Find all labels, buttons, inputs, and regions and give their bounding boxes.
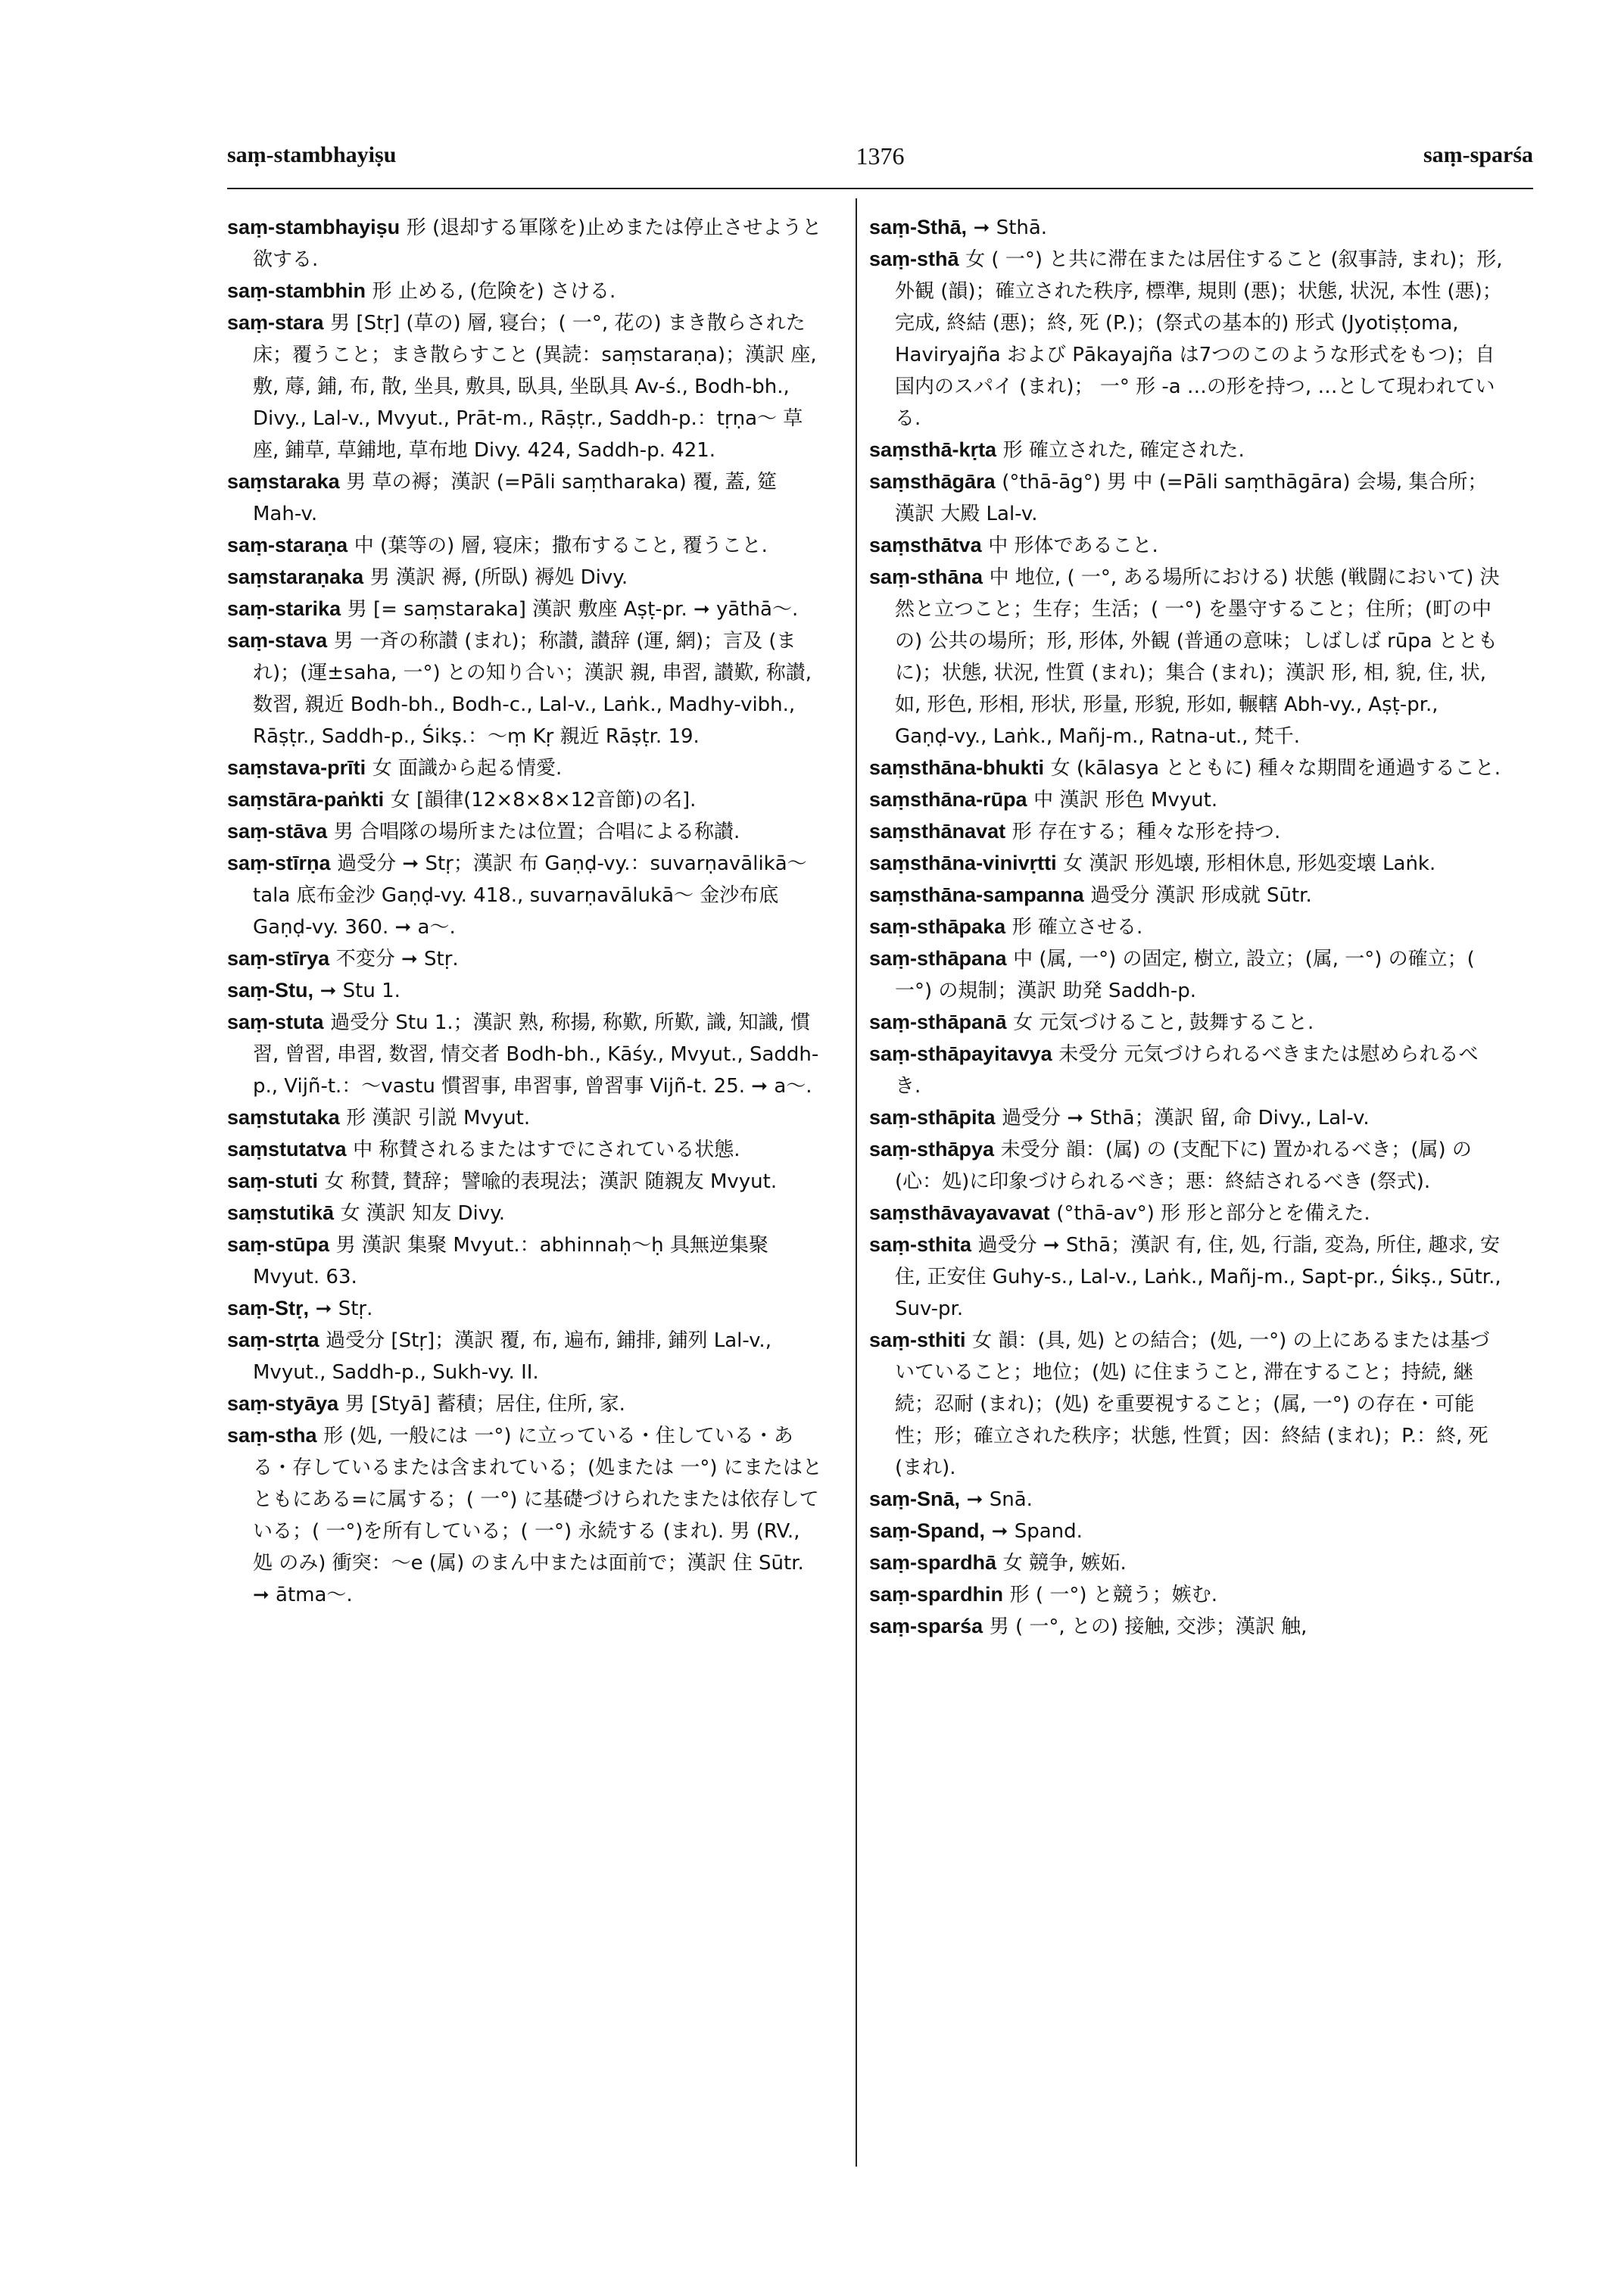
left-column xyxy=(227,212,825,1611)
dictionary-entry xyxy=(227,594,825,625)
definition: 過受分 Stu 1.；漢訳 熟, 称揚, 称歎, 所歎, 識, 知識, 慣習, 曾習, 串習, 数習, 情交者 Bodh-bh., Kāśy., Mvyut., Saddh-p., Vijñ-t.：～vastu 慣習事, 串習事, 曾習事 Vijñ-t. 25. ➞ a～. xyxy=(253,1011,819,1098)
dictionary-entry xyxy=(869,530,1504,562)
dictionary-entry xyxy=(227,1102,825,1134)
dictionary-entry xyxy=(869,943,1504,1007)
definition: 女 韻：(具, 処) との結合；(処, 一°) の上にあるまたは基づいていること；地位；(処) に住まうこと, 滞在すること；持続, 継続；忍耐 (まれ)；(処) を重要視すること；(属, 一°) の存在・可能性；形；確立された秩序；状態, 性質；因：終結 (まれ)；P.：終, 死 (まれ). xyxy=(895,1329,1490,1479)
headword: saṃ-Snā, xyxy=(869,1488,961,1510)
definition: 女 (kālasya とともに) 種々な期間を通過すること. xyxy=(1050,757,1501,780)
dictionary-entry xyxy=(869,1102,1504,1134)
dictionary-entry xyxy=(869,784,1504,816)
definition: ➞ Snā. xyxy=(966,1488,1033,1511)
definition: 女 [韻律(12×8×8×12音節)の名]. xyxy=(390,789,697,812)
headword: saṃ-stara xyxy=(227,311,324,334)
headword: saṃ-staraṇa xyxy=(227,534,348,556)
headword: saṃ-sthāna xyxy=(869,565,983,588)
dictionary-entry xyxy=(869,1007,1504,1039)
dictionary-entry xyxy=(227,1229,825,1293)
dictionary-entry xyxy=(869,880,1504,911)
dictionary-entry xyxy=(869,1611,1504,1643)
headword: saṃ-sthāpanā xyxy=(869,1011,1007,1033)
dictionary-entry xyxy=(227,975,825,1007)
headword: saṃ-stava xyxy=(227,629,328,652)
definition: 女 ( 一°) と共に滞在または居住すること (叙事詩, まれ)；形, 外観 (韻)；確立された秩序, 標準, 規則 (悪)；状態, 状況, 本性 (悪)；完成, 終結 (悪)；終, 死 (P.)；(祭式の基本的) 形式 (Jyotiṣṭoma, Haviryajña および Pākayajña は7つのこのような形式をもつ)；自国内のスパイ (まれ)； 一° 形 -a …の形を持つ, …として現われている. xyxy=(895,248,1503,430)
headword: saṃstutaka xyxy=(227,1106,340,1129)
dictionary-entry xyxy=(869,1325,1504,1484)
definition: 過受分 ➞ Sthā；漢訳 有, 住, 処, 行詣, 変為, 所住, 趣求, 安住, 正安住 Guhy-s., Lal-v., Laṅk., Mañj-m., Sapt-pr., Śikṣ., Sūtr., Suv-pr. xyxy=(895,1234,1501,1320)
dictionary-entry xyxy=(869,911,1504,943)
definition: 中 形体であること. xyxy=(988,534,1158,557)
definition: 男 草の褥；漢訳 (=Pāli saṃtharaka) 覆, 蓋, 筵 Mah-v. xyxy=(253,471,778,525)
dictionary-entry xyxy=(869,1547,1504,1579)
headword: saṃsthāna-bhukti xyxy=(869,756,1045,779)
definition: 女 漢訳 知友 Divy. xyxy=(340,1202,506,1225)
definition: 形 確立させる. xyxy=(1011,916,1143,939)
headword: saṃsthānavat xyxy=(869,820,1006,843)
definition: 形 ( 一°) と競う；嫉む. xyxy=(1009,1584,1217,1606)
definition: 男 [Styā] 蓄積；居住, 住所, 家. xyxy=(344,1393,625,1416)
definition: 男 一斉の称讃 (まれ)；称讃, 讃辞 (運, 網)；言及 (まれ)；(運±saha, 一°) との知り合い；漢訳 親, 串習, 讃歎, 称讃, 数習, 親近 Bodh-bh., Bodh-c., Lal-v., Laṅk., Madhy-vibh., Rāṣṭr., Saddh-p., Śikṣ.：～ṃ Kṛ 親近 Rāṣṭr. 19. xyxy=(253,630,812,748)
definition: 形 止める, (危険を) さける. xyxy=(372,280,616,303)
headword: saṃ-sthāpayitavya xyxy=(869,1042,1052,1065)
definition: 女 称賛, 賛辞；譬喩的表現法；漢訳 随親友 Mvyut. xyxy=(324,1170,778,1193)
headword: saṃsthāna-sampanna xyxy=(869,883,1084,906)
headword: saṃ-stambhin xyxy=(227,279,366,302)
definition: 中 漢訳 形色 Mvyut. xyxy=(1033,789,1218,812)
headword: saṃ-sparśa xyxy=(869,1615,983,1637)
headword: saṃstutatva xyxy=(227,1138,347,1161)
dictionary-entry xyxy=(869,244,1504,435)
headword: saṃsthāgāra xyxy=(869,470,996,493)
definition: 男 [Stṛ] (草の) 層, 寝台；( 一°, 花の) まき散らされた床；覆うこと；まき散らすこと (異読：saṃstaraṇa)；漢訳 座, 敷, 蓐, 鋪, 布, 散, 坐具, 敷具, 臥具, 坐臥具 Av-ś., Bodh-bh., Divy., Lal-v., Mvyut., Prāt-m., Rāṣṭr., Saddh-p.：tṛṇa～ 草座, 鋪草, 草鋪地, 草布地 Divy. 424, Saddh-p. 421. xyxy=(253,312,817,462)
headword: saṃ-styāya xyxy=(227,1392,339,1415)
definition: 形 存在する；種々な形を持つ. xyxy=(1011,821,1281,843)
dictionary-entry xyxy=(869,1484,1504,1516)
definition: 過受分 [Stṛ]；漢訳 覆, 布, 遍布, 鋪排, 鋪列 Lal-v., Mvyut., Saddh-p., Sukh-vy. II. xyxy=(253,1329,771,1384)
dictionary-entry xyxy=(227,1293,825,1325)
definition: (°thā-av°) 形 形と部分とを備えた. xyxy=(1056,1202,1370,1225)
definition: 中 (属, 一°) の固定, 樹立, 設立；(属, 一°) の確立；( 一°) の規制；漢訳 助発 Saddh-p. xyxy=(895,948,1475,1002)
definition: 不変分 ➞ Stṛ. xyxy=(335,948,459,970)
dictionary-entry xyxy=(869,1039,1504,1102)
dictionary-entry xyxy=(227,212,825,276)
definition: 形 確立された, 確定された. xyxy=(1002,439,1245,462)
dictionary-entry xyxy=(869,212,1504,244)
headword: saṃsthāna-rūpa xyxy=(869,788,1027,811)
definition: 形 (退却する軍隊を)止めまたは停止させようと欲する. xyxy=(253,217,822,271)
headword: saṃ-stṛta xyxy=(227,1329,320,1351)
definition: 過受分 ➞ Sthā；漢訳 留, 命 Divy., Lal-v. xyxy=(1002,1107,1370,1129)
dictionary-entry xyxy=(227,1134,825,1166)
definition: 過受分 ➞ Stṛ；漢訳 布 Gaṇḍ-vy.：suvarṇavālikā～tala 底布金沙 Gaṇḍ-vy. 418., suvarṇavālukā～ 金沙布底 Gaṇḍ-vy. 360. ➞ a～. xyxy=(253,852,807,939)
definition: 形 (処, 一般には 一°) に立っている・住している・ある・存しているまたは含まれている；(処または 一°) にまたはとともにある=に属する；( 一°) に基礎づけられたまたは依存している；( 一°)を所有している；( 一°) 永続する (まれ). 男 (RV., 処 のみ) 衝突：～e (属) のまん中または面前で；漢訳 住 Sūtr. ➞ ātma～. xyxy=(253,1425,822,1606)
headword: saṃ-sthiti xyxy=(869,1329,966,1351)
headword: saṃ-sthāpana xyxy=(869,947,1007,970)
dictionary-entry xyxy=(227,276,825,307)
definition: 男 ( 一°, との) 接触, 交渉；漢訳 触, xyxy=(989,1615,1308,1638)
dictionary-entry xyxy=(227,1198,825,1229)
headword: saṃ-Stu, xyxy=(227,979,314,1002)
headword: saṃsthāvayavavat xyxy=(869,1201,1050,1224)
page-number: 1376 xyxy=(856,142,905,170)
header-rule xyxy=(227,188,1533,189)
dictionary-entry xyxy=(869,1198,1504,1229)
dictionary-entry xyxy=(227,943,825,975)
header-left-guideword: saṃ-stambhayiṣu xyxy=(227,142,397,167)
headword: saṃ-stīrṇa xyxy=(227,852,331,874)
definition: 男 合唱隊の場所または位置；合唱による称讃. xyxy=(333,821,740,843)
definition: ➞ Stṛ. xyxy=(315,1298,373,1320)
dictionary-entry xyxy=(869,1579,1504,1611)
headword: saṃstutikā xyxy=(227,1201,335,1224)
headword: saṃ-Stṛ, xyxy=(227,1297,310,1319)
dictionary-entry xyxy=(227,1325,825,1388)
definition: (°thā-āg°) 男 中 (=Pāli saṃthāgāra) 会場, 集合所；漢訳 大殿 Lal-v. xyxy=(895,471,1488,525)
dictionary-entry xyxy=(227,466,825,530)
dictionary-entry xyxy=(227,848,825,943)
dictionary-entry xyxy=(227,752,825,784)
headword: saṃ-Sthā, xyxy=(869,216,968,238)
headword: saṃ-sthāpaka xyxy=(869,915,1006,938)
headword: saṃ-stuta xyxy=(227,1011,324,1033)
right-column xyxy=(869,212,1504,1643)
dictionary-entry xyxy=(869,1516,1504,1547)
dictionary-entry xyxy=(869,848,1504,880)
dictionary-entry xyxy=(227,530,825,562)
headword: saṃ-stūpa xyxy=(227,1233,330,1256)
definition: 男 漢訳 褥, (所臥) 褥処 Divy. xyxy=(369,566,628,589)
definition: 中 地位, ( 一°, ある場所における) 状態 (戦闘において) 決然と立つこと；生存；生活；( 一°) を墨守すること；住所；(町の中の) 公共の場所；形, 形体, 外観 (普通の意味；しばしば rūpa とともに)；状態, 状況, 性質 (まれ)；集合 (まれ)；漢訳 形, 相, 貌, 住, 状, 如, 形色, 形相, 形状, 形量, 形貌, 形如, 輾轄 Abh-vy., Aṣṭ-pr., Gaṇḍ-vy., Laṅk., Mañj-m., Ratna-ut., 梵千. xyxy=(895,566,1500,748)
headword: saṃ-sthita xyxy=(869,1233,972,1256)
headword: saṃ-stha xyxy=(227,1424,317,1447)
headword: saṃsthāna-vinivṛtti xyxy=(869,852,1057,874)
dictionary-entry xyxy=(869,562,1504,752)
headword: saṃ-stāva xyxy=(227,820,328,843)
dictionary-entry xyxy=(227,816,825,848)
dictionary-entry xyxy=(227,1007,825,1102)
headword: saṃ-spardhā xyxy=(869,1551,997,1574)
dictionary-entry xyxy=(227,562,825,594)
dictionary-entry xyxy=(869,752,1504,784)
definition: 女 面識から起る情愛. xyxy=(372,757,563,780)
headword: saṃ-Spand, xyxy=(869,1519,986,1542)
dictionary-entry xyxy=(869,816,1504,848)
headword: saṃsthātva xyxy=(869,534,982,556)
headword: saṃ-stīrya xyxy=(227,947,330,970)
dictionary-entry xyxy=(869,1134,1504,1198)
dictionary-entry xyxy=(227,1420,825,1611)
dictionary-entry xyxy=(227,1388,825,1420)
dictionary-entry xyxy=(227,625,825,752)
definition: 女 漢訳 形処壊, 形相休息, 形処変壊 Laṅk. xyxy=(1063,852,1436,875)
headword: saṃsthā-kṛta xyxy=(869,438,997,461)
dictionary-entry xyxy=(869,466,1504,530)
definition: 女 元気づけること, 鼓舞すること. xyxy=(1013,1011,1314,1034)
headword: saṃ-stuti xyxy=(227,1170,319,1192)
definition: 男 [= saṃstaraka] 漢訳 敷座 Aṣṭ-pr. ➞ yāthā～. xyxy=(347,598,799,621)
headword: saṃ-starika xyxy=(227,597,341,620)
definition: 男 漢訳 集聚 Mvyut.：abhinnaḥ～ḥ 具無逆集聚 Mvyut. 63. xyxy=(253,1234,768,1288)
dictionary-entry xyxy=(227,1166,825,1198)
column-divider xyxy=(856,198,857,2167)
definition: 過受分 漢訳 形成就 Sūtr. xyxy=(1090,884,1312,907)
headword: saṃ-sthāpita xyxy=(869,1106,996,1129)
definition: 未受分 元気づけられるべきまたは慰められるべき. xyxy=(895,1043,1479,1098)
dictionary-entry xyxy=(227,784,825,816)
header-right-guideword: saṃ-sparśa xyxy=(1423,142,1533,167)
headword: saṃstaraka xyxy=(227,470,340,493)
definition: 形 漢訳 引説 Mvyut. xyxy=(346,1107,531,1129)
headword: saṃstava-prīti xyxy=(227,756,366,779)
headword: saṃ-spardhin xyxy=(869,1583,1004,1606)
definition: 女 競争, 嫉妬. xyxy=(1002,1552,1127,1575)
headword: saṃ-stambhayiṣu xyxy=(227,216,401,238)
headword: saṃ-sthāpya xyxy=(869,1138,995,1161)
definition: ➞ Stu 1. xyxy=(320,980,401,1002)
definition: ➞ Sthā. xyxy=(973,217,1048,239)
definition: 中 (葉等の) 層, 寝床；撒布すること, 覆うこと. xyxy=(354,534,768,557)
dictionary-entry xyxy=(869,1229,1504,1325)
dictionary-entry xyxy=(869,435,1504,466)
page-header xyxy=(227,142,1533,188)
definition: 未受分 韻：(属) の (支配下に) 置かれるべき；(属) の (心：処)に印象づけられるべき；悪：終結されるべき (祭式). xyxy=(895,1139,1472,1193)
headword: saṃstāra-paṅkti xyxy=(227,788,385,811)
headword: saṃstaraṇaka xyxy=(227,565,364,588)
definition: ➞ Spand. xyxy=(991,1520,1083,1543)
headword: saṃ-sthā xyxy=(869,248,959,270)
dictionary-entry xyxy=(227,307,825,466)
definition: 中 称賛されるまたはすでにされている状態. xyxy=(353,1139,740,1161)
